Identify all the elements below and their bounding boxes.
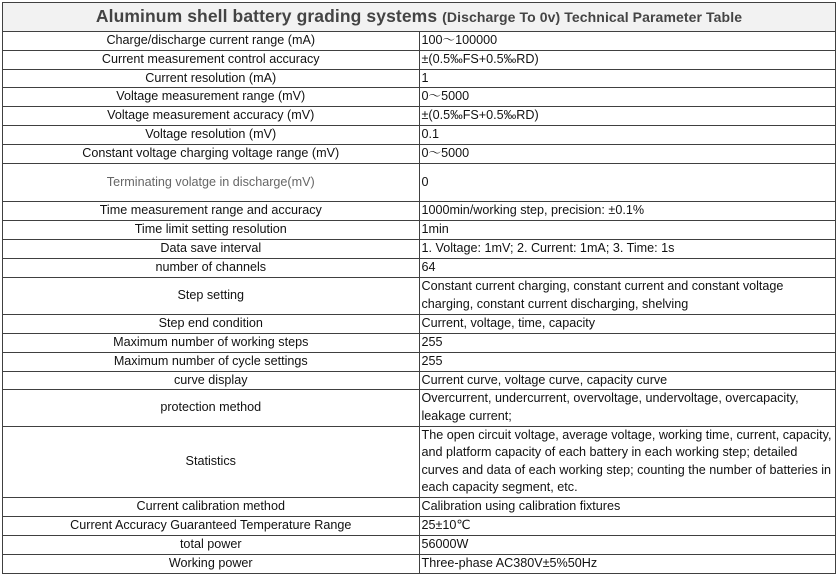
title-main: Aluminum shell battery grading systems	[95, 5, 438, 26]
param-name: Constant voltage charging voltage range (mV)	[3, 145, 420, 164]
param-value: ±(0.5‰FS+0.5‰RD)	[419, 107, 836, 126]
param-value: Three-phase AC380V±5%50Hz	[419, 554, 836, 573]
param-name: Step end condition	[3, 314, 420, 333]
table-row	[3, 390, 836, 426]
table-row	[3, 352, 836, 371]
param-name: Step setting	[3, 277, 420, 314]
param-name: Voltage resolution (mV)	[3, 126, 420, 145]
table-row	[3, 314, 836, 333]
table-row	[3, 145, 836, 164]
title-sub: (Discharge To 0v) Technical Parameter Table	[442, 8, 743, 25]
table-row	[3, 426, 836, 497]
param-name: total power	[3, 535, 420, 554]
param-name: protection method	[3, 390, 420, 426]
param-value: 0	[419, 164, 836, 202]
param-value: 25±10℃	[419, 516, 836, 535]
param-name: Terminating volatge in discharge(mV)	[3, 164, 420, 202]
title-row	[3, 3, 836, 32]
table-row	[3, 88, 836, 107]
param-value: 0～5000	[419, 88, 836, 107]
param-value: 100～100000	[419, 32, 836, 51]
param-value: 64	[419, 258, 836, 277]
param-value: ±(0.5‰FS+0.5‰RD)	[419, 50, 836, 69]
param-value: 56000W	[419, 535, 836, 554]
param-value: 1000min/working step, precision: ±0.1%	[419, 202, 836, 221]
param-name: Charge/discharge current range (mA)	[3, 32, 420, 51]
table-row	[3, 164, 836, 202]
param-name: Current Accuracy Guaranteed Temperature Range	[3, 516, 420, 535]
param-name: Working power	[3, 554, 420, 573]
param-name: Voltage measurement range (mV)	[3, 88, 420, 107]
param-name: Time measurement range and accuracy	[3, 202, 420, 221]
table-row	[3, 535, 836, 554]
param-value: Current, voltage, time, capacity	[419, 314, 836, 333]
param-value: 0.1	[419, 126, 836, 145]
table-row	[3, 258, 836, 277]
param-name: Voltage measurement accuracy (mV)	[3, 107, 420, 126]
table-row	[3, 497, 836, 516]
param-name: Time limit setting resolution	[3, 221, 420, 240]
param-value: Current curve, voltage curve, capacity curve	[419, 371, 836, 390]
param-value: The open circuit voltage, average voltage, working time, current, capacity, and platform capacity of each battery in each working step; detailed curves and data of each working step; counting the number of batteries in each capacity segment, etc.	[419, 426, 836, 497]
param-name: Current measurement control accuracy	[3, 50, 420, 69]
param-value: 1min	[419, 221, 836, 240]
param-name: number of channels	[3, 258, 420, 277]
param-name: Current calibration method	[3, 497, 420, 516]
table-title	[3, 3, 836, 32]
param-value: 0～5000	[419, 145, 836, 164]
param-value: Calibration using calibration fixtures	[419, 497, 836, 516]
table-row	[3, 107, 836, 126]
param-name: Statistics	[3, 426, 420, 497]
param-value: Overcurrent, undercurrent, overvoltage, undervoltage, overcapacity, leakage current;	[419, 390, 836, 426]
table-row	[3, 221, 836, 240]
param-name: Current resolution (mA)	[3, 69, 420, 88]
table-row	[3, 202, 836, 221]
table-row	[3, 277, 836, 314]
param-value: 1	[419, 69, 836, 88]
param-value: Constant current charging, constant current and constant voltage charging, constant current discharging, shelving	[419, 277, 836, 314]
param-name: Data save interval	[3, 239, 420, 258]
table-row	[3, 371, 836, 390]
table-row	[3, 50, 836, 69]
param-name: curve display	[3, 371, 420, 390]
param-value: 255	[419, 352, 836, 371]
technical-parameter-table	[2, 2, 836, 574]
table-row	[3, 516, 836, 535]
table-row	[3, 69, 836, 88]
table-row	[3, 239, 836, 258]
table-row	[3, 554, 836, 573]
param-value: 1. Voltage: 1mV; 2. Current: 1mA; 3. Time: 1s	[419, 239, 836, 258]
table-row	[3, 126, 836, 145]
param-value: 255	[419, 333, 836, 352]
param-name: Maximum number of working steps	[3, 333, 420, 352]
table-row	[3, 333, 836, 352]
parameter-table-container	[2, 2, 839, 570]
param-name: Maximum number of cycle settings	[3, 352, 420, 371]
table-row	[3, 32, 836, 51]
